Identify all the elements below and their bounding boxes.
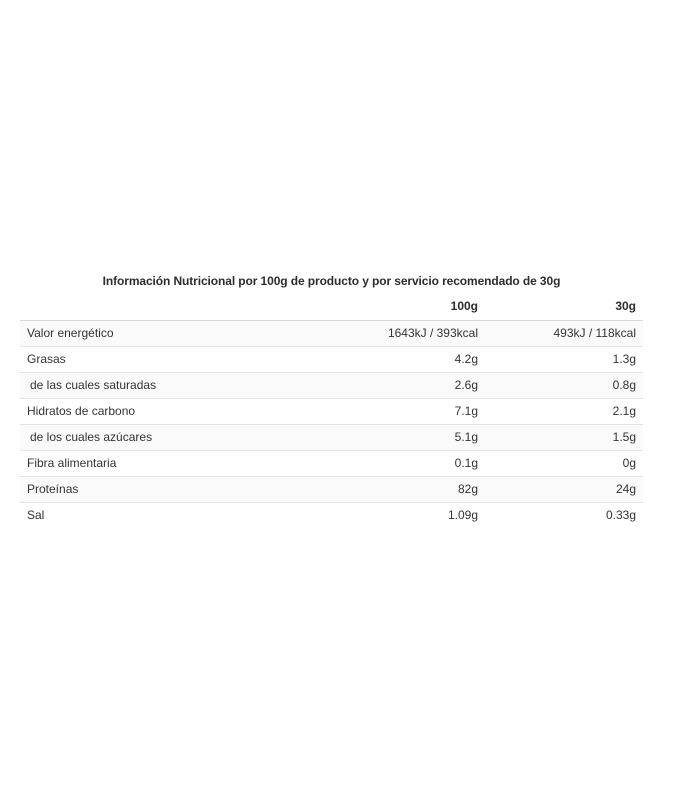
value-per-30g: 2.1g — [485, 398, 643, 424]
value-per-100g: 1643kJ / 393kcal — [250, 320, 485, 346]
nutrient-label: Hidratos de carbono — [20, 398, 250, 424]
nutrient-label: Grasas — [20, 346, 250, 372]
value-per-100g: 2.6g — [250, 372, 485, 398]
value-per-30g: 24g — [485, 476, 643, 502]
nutrient-label: Proteínas — [20, 476, 250, 502]
nutrient-label: de los cuales azúcares — [20, 424, 250, 450]
value-per-100g: 5.1g — [250, 424, 485, 450]
value-per-100g: 1.09g — [447, 507, 478, 522]
value-per-100g: 82g — [250, 476, 485, 502]
value-per-30g: 0.33g — [605, 507, 636, 522]
header-row — [20, 294, 643, 320]
value-per-30g: 0g — [485, 450, 643, 476]
table-header — [20, 294, 643, 320]
table-row — [20, 320, 643, 346]
nutrient-label: Sal — [27, 507, 45, 522]
table-row — [20, 476, 643, 502]
nutrient-label: de las cuales saturadas — [20, 372, 250, 398]
nutrient-label: Valor energético — [20, 320, 250, 346]
value-per-100g: 0.1g — [250, 450, 485, 476]
value-per-100g: 7.1g — [250, 398, 485, 424]
header-nutrient — [20, 294, 250, 320]
table-caption: Información Nutricional por 100g de producto y por servicio recomendado de 30g — [102, 274, 561, 288]
table-row — [20, 424, 643, 450]
header-per-30g: 30g — [485, 294, 643, 320]
nutrition-table — [20, 294, 643, 528]
nutrient-label: Fibra alimentaria — [20, 450, 250, 476]
table-row — [20, 372, 643, 398]
header-per-100g: 100g — [250, 294, 485, 320]
value-per-30g: 1.5g — [485, 424, 643, 450]
value-per-100g: 4.2g — [250, 346, 485, 372]
value-per-30g: 493kJ / 118kcal — [485, 320, 643, 346]
value-per-30g: 1.3g — [485, 346, 643, 372]
table-row — [20, 346, 643, 372]
table-row — [20, 502, 643, 528]
value-per-30g: 0.8g — [485, 372, 643, 398]
table-row — [20, 450, 643, 476]
table-body — [20, 320, 643, 528]
table-row — [20, 398, 643, 424]
